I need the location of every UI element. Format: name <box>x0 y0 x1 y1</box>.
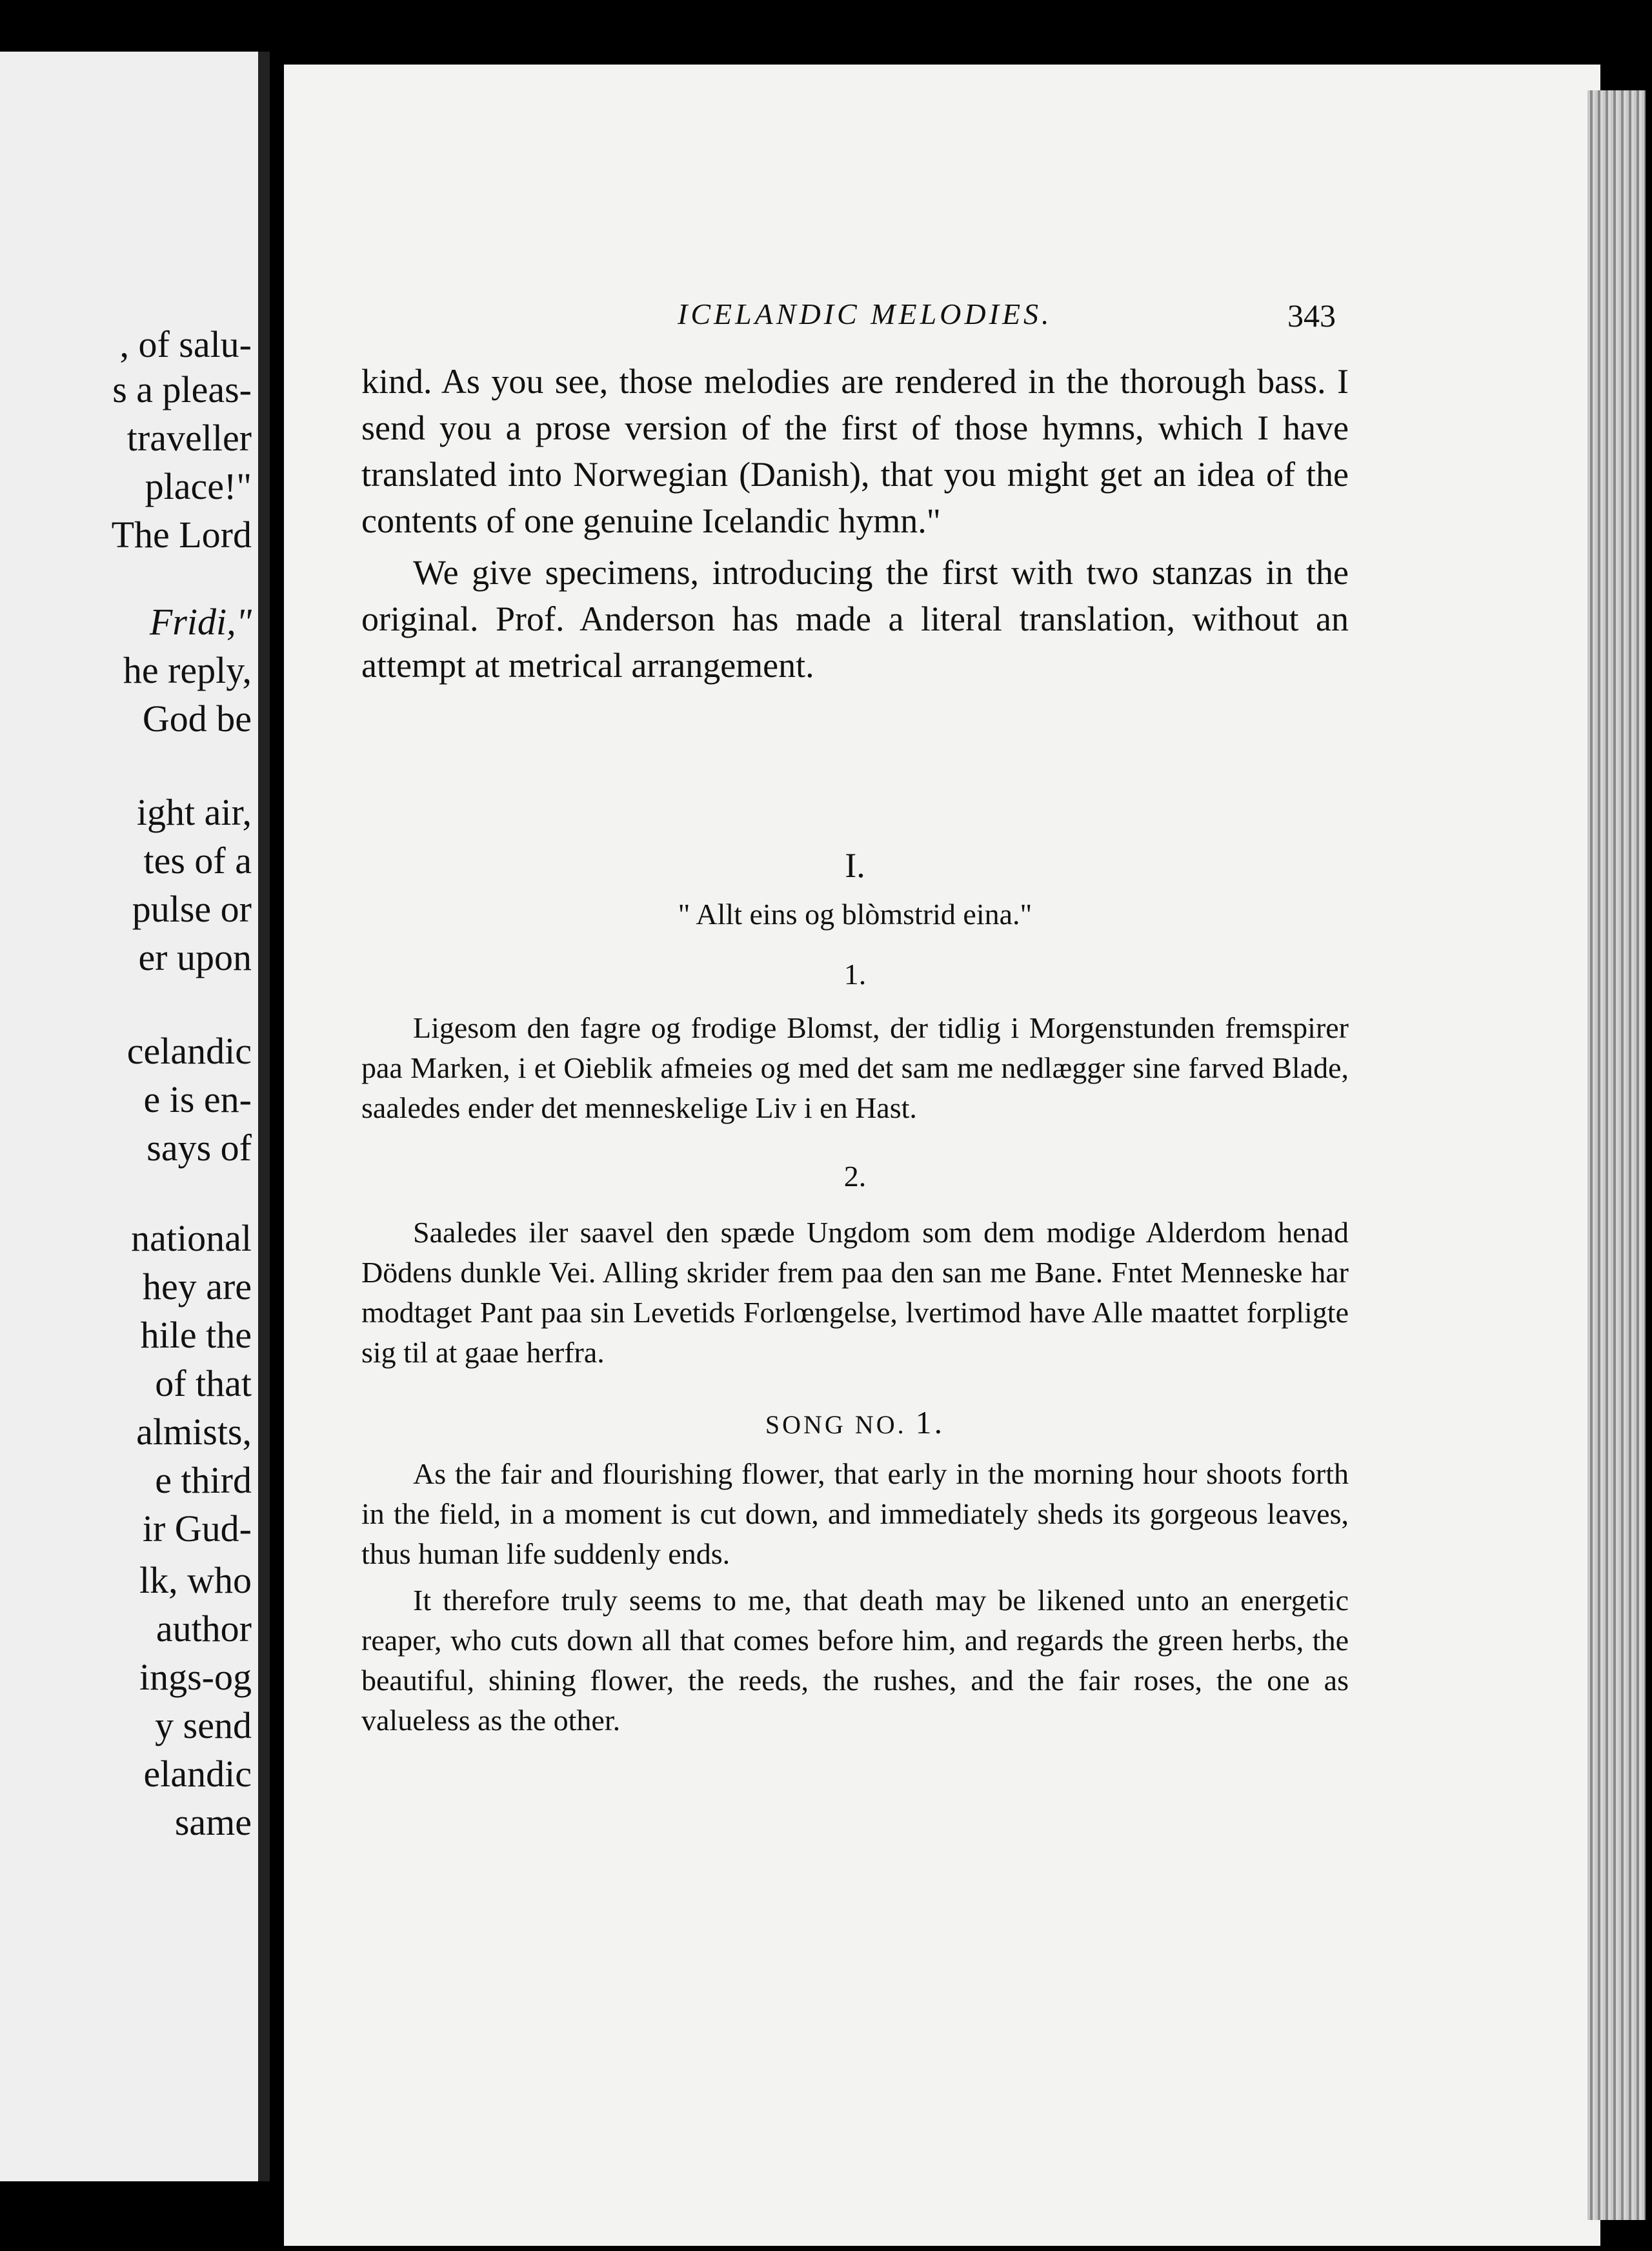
previous-page-line: author <box>156 1608 252 1650</box>
previous-page-line: ir Gud- <box>142 1508 252 1549</box>
previous-page-line: traveller <box>126 417 252 459</box>
hymn-title: " Allt eins og blòmstrid eina." <box>678 898 1032 931</box>
running-title: ICELANDIC MELODIES. <box>678 298 1053 330</box>
hymn-section <box>361 845 1349 1741</box>
song-heading-number: 1. <box>915 1404 945 1440</box>
previous-page-line: tes of a <box>143 840 252 882</box>
previous-page-line: e third <box>155 1459 252 1501</box>
paragraph-continuation <box>361 358 1349 689</box>
previous-page-line: ight air, <box>136 791 252 833</box>
previous-page-line: e is en- <box>143 1078 252 1120</box>
previous-page-line: The Lord <box>111 514 252 556</box>
section-numeral: I. <box>845 846 865 885</box>
song-heading-label: SONG NO. <box>765 1410 907 1439</box>
stanza-1-number: 1. <box>843 958 867 991</box>
previous-page-line: place!" <box>145 465 252 507</box>
previous-page-line: y send <box>155 1704 252 1746</box>
previous-page-line: pulse or <box>132 888 252 930</box>
previous-page-line: national <box>131 1217 252 1259</box>
stanza-1: Ligesom den fagre og frodige Blomst, der tidlig i Morgenstunden fremspirer paa Marken, i et Oieblik afmeies og med det sam me nedlægger sine farved Blade, saaledes ender det menneskelige Liv i en Hast. <box>361 1011 1349 1124</box>
previous-page <box>0 52 270 2181</box>
page-number: 343 <box>1287 298 1336 334</box>
stanza-2: Saaledes iler saavel den spæde Ungdom som dem modige Alderdom henad Dödens dunkle Vei. Alling skrider frem paa den san me Bane. Fntet Menneske har modtaget Pant paa sin Levetids Forlœngelse, lvertimod have Alle maattet forpligte sig til at gaae herfra. <box>361 1216 1349 1369</box>
song-paragraph-2: It therefore truly seems to me, that death may be likened unto an energetic reaper, who cuts down all that comes before him, and regards the green herbs, the beautiful, shining flower, the reeds, the rushes, and the fair roses, the one as valueless as the other. <box>361 1584 1349 1737</box>
previous-page-line: elandic <box>143 1753 252 1795</box>
previous-page-line: s a pleas- <box>112 368 252 410</box>
previous-page-line: , of salu- <box>119 323 252 365</box>
page-edges <box>1587 90 1646 2220</box>
previous-page-line: of that <box>155 1362 252 1404</box>
song-paragraph-1: As the fair and flourishing flower, that early in the morning hour shoots forth in the field, in a moment is cut down, and immediately sheds its gorgeous leaves, thus human life suddenly ends. <box>361 1457 1349 1570</box>
previous-page-line: lk, who <box>139 1559 252 1601</box>
previous-page-line: same <box>174 1801 252 1843</box>
stanza-2-number: 2. <box>843 1160 867 1193</box>
previous-page-line: er upon <box>138 936 252 978</box>
previous-page-line: hile the <box>140 1314 252 1356</box>
previous-page-line: almists, <box>136 1411 252 1453</box>
previous-page-line: says of <box>146 1127 252 1169</box>
previous-page-line: he reply, <box>123 649 252 691</box>
song-heading <box>361 1404 1349 1441</box>
paragraph-1: kind. As you see, those melodies are rendered in the thorough bass. I send you a prose version of the first of those hymns, which I have translated into Norwegian (Danish), that you might get an idea of the contents of one genuine Icelandic hymn." <box>361 362 1349 540</box>
previous-page-line: God be <box>142 698 252 740</box>
previous-page-line: ings-og <box>139 1656 252 1698</box>
previous-page-line: celandic <box>126 1030 252 1072</box>
previous-page-line: Fridi," <box>149 601 252 643</box>
previous-page-line: hey are <box>142 1266 252 1307</box>
paragraph-2: We give specimens, introducing the first with two stanzas in the original. Prof. Anderson has made a literal translation, without an attempt at metrical arrangement. <box>361 553 1349 685</box>
